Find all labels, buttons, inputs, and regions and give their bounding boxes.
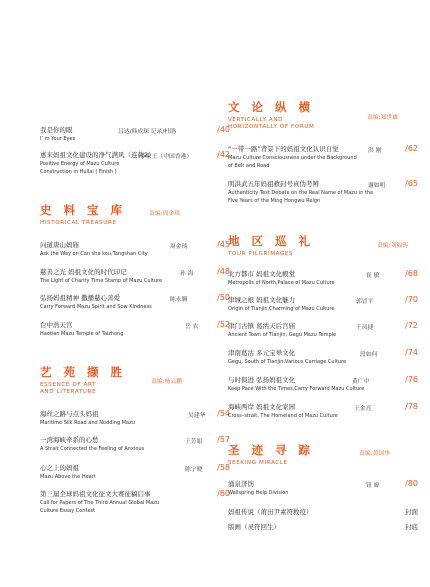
entry-title: 版画（灵符回生） bbox=[228, 523, 280, 531]
entry-title-en: Construction in Huilai ( Finish ) bbox=[40, 169, 117, 175]
entry-page: /40 bbox=[217, 125, 230, 134]
entry-page: /60 bbox=[217, 489, 230, 498]
section-title-en: AND LITERATURE bbox=[40, 389, 97, 395]
entry-title: 津城之根 妈祖文化魅力 bbox=[228, 296, 296, 304]
entry-title-en: Metropolis of North,Palace of Mazu Culture bbox=[228, 280, 335, 286]
entry-author: 陈永腾 bbox=[170, 297, 188, 303]
entry-page: /74 bbox=[405, 348, 418, 357]
entry-title-en: Cross–strait, The Homeland of Mazu Culture bbox=[228, 413, 338, 419]
toc-entry[interactable] bbox=[228, 349, 418, 366]
entry-page: /42 bbox=[217, 150, 230, 159]
entry-title-en: Maritime Silk Road and Nodding Mazu bbox=[40, 420, 135, 426]
toc-entry[interactable] bbox=[40, 268, 230, 285]
entry-author: 谢如明 bbox=[368, 183, 386, 189]
toc-entry[interactable] bbox=[228, 480, 418, 497]
section-essence-of-art bbox=[40, 365, 230, 405]
section-editor: 责编:郑世雄 bbox=[367, 115, 398, 121]
section-heading bbox=[40, 365, 230, 405]
toc-entry[interactable] bbox=[40, 241, 230, 258]
entry-page: /78 bbox=[405, 402, 418, 411]
entry-author: 吕达/韩成琛 记录/杜鹃 bbox=[118, 129, 176, 135]
toc-entry[interactable] bbox=[228, 523, 418, 532]
toc-entry[interactable] bbox=[40, 490, 230, 515]
entry-page: /58 bbox=[217, 463, 230, 472]
entry-author: 陈宁晓 bbox=[185, 467, 203, 473]
entry-title-en: A Strait Connected the Feeling of Anxious bbox=[40, 446, 145, 452]
section-title-en: HORIZONTALLY OF FORUM bbox=[228, 124, 315, 130]
entry-title: 弘扬妈祖精神 撒播慈心善爱 bbox=[40, 294, 121, 302]
toc-entry[interactable] bbox=[40, 410, 230, 427]
entry-title: 海丝之路与点头妈祖 bbox=[40, 410, 99, 418]
toc-entry[interactable] bbox=[228, 296, 418, 313]
toc-entry[interactable] bbox=[228, 270, 418, 287]
entry-author: 王凤捷 bbox=[356, 325, 374, 331]
entry-page: /54 bbox=[217, 409, 230, 418]
section-title-en: TOUR PILGRIMAGES bbox=[228, 251, 294, 257]
entry-title-en: Five Years of the Ming Hongwu Reign bbox=[228, 198, 321, 204]
toc-entry[interactable] bbox=[40, 464, 230, 481]
entry-title-en: Ancient Town of Tianjin, Gegu Mazu Temple bbox=[228, 332, 337, 338]
section-heading bbox=[228, 100, 418, 140]
entry-title: 涌泉济饬 bbox=[228, 480, 254, 488]
toc-entry[interactable] bbox=[40, 321, 230, 338]
entry-author: 孙 海 bbox=[180, 271, 194, 277]
toc-entry[interactable] bbox=[40, 294, 230, 311]
toc-entry[interactable] bbox=[228, 403, 418, 420]
entry-title: 慈善之光 妈祖文化的时代印记 bbox=[40, 268, 127, 276]
entry-author: 吴建华 bbox=[188, 413, 206, 419]
entry-page: /50 bbox=[217, 293, 230, 302]
section-title: 史 料 宝 库 bbox=[40, 203, 127, 217]
entry-page: 封底 bbox=[405, 523, 418, 531]
entry-page: /70 bbox=[405, 295, 418, 304]
section-historical-treasure bbox=[40, 203, 230, 243]
section-heading bbox=[228, 443, 418, 483]
entry-title: 惠来妈祖文化建设的净气满风（连载2） bbox=[40, 151, 155, 159]
toc-entry[interactable] bbox=[228, 145, 418, 170]
entry-author: 周金琰 bbox=[170, 244, 188, 250]
entry-title: 我是你的眼 bbox=[40, 126, 73, 134]
section-editor: 责编:刘福铸 bbox=[377, 243, 408, 249]
entry-title-en: Haotian Mazu Temple of Taizhong bbox=[40, 331, 124, 337]
entry-title-en: I’ m Your Eyes bbox=[40, 136, 76, 142]
entry-page: /62 bbox=[405, 144, 418, 153]
entry-title-en: Call for Papers of The Third Annual Global Mazu bbox=[40, 500, 160, 506]
toc-entry[interactable] bbox=[40, 126, 230, 143]
entry-page: /80 bbox=[405, 479, 418, 488]
toc-entry[interactable] bbox=[40, 436, 230, 453]
entry-title: 第三届全球妈祖文化征文大赛征稿启事 bbox=[40, 490, 151, 498]
entry-author: 洪 刚 bbox=[368, 148, 382, 154]
entry-title-en: Gegu, South of Tianjin,Various Carriage Culture bbox=[228, 359, 347, 365]
entry-title: 一湾海峡牵系的心愁 bbox=[40, 436, 99, 444]
entry-title: “一带一路”背景下的妈祖文化认识自觉 bbox=[228, 145, 339, 153]
entry-title-en: Ask the Way on Can sha kou,Tangshan City bbox=[40, 251, 148, 257]
toc-entry[interactable] bbox=[228, 508, 418, 517]
entry-author: 王芳娟 bbox=[185, 439, 203, 445]
section-seeking-miracle bbox=[228, 443, 418, 483]
entry-title-en: of Belt and Road bbox=[228, 163, 270, 169]
entry-title-en: Carry Forward Mazu Spirit and Sow Kindness bbox=[40, 304, 152, 310]
entry-page: /48 bbox=[217, 267, 230, 276]
entry-title: 问道唐山妈庙 bbox=[40, 241, 79, 249]
section-forum bbox=[228, 100, 418, 140]
entry-author: 李家王（中国香港） bbox=[140, 154, 193, 160]
entry-title-en: Origin of Tianjin,Charming of Mazu Culture bbox=[228, 306, 335, 312]
entry-title: 明洪武五年妈祖救封号真伪考辨 bbox=[228, 180, 319, 188]
entry-page: /57 bbox=[217, 435, 230, 444]
entry-title: 津南葛沽 多元宝辇文化 bbox=[228, 349, 296, 357]
entry-title: 津门古镇 葛沽天后宫庙 bbox=[228, 322, 296, 330]
entry-page: /65 bbox=[405, 179, 418, 188]
section-title-en: VERTICALLY AND bbox=[228, 117, 284, 123]
section-tour-pilgrimages bbox=[228, 234, 418, 274]
section-title: 艺 苑 撷 胜 bbox=[40, 365, 127, 379]
toc-entry[interactable] bbox=[228, 322, 418, 339]
entry-author: 钮 暐 bbox=[366, 483, 380, 489]
entry-page: /45 bbox=[217, 240, 230, 249]
entry-title-en: Mazu Culture Consciousness under the Background bbox=[228, 155, 357, 161]
entry-title-en: Culture Essay Contest bbox=[40, 508, 96, 514]
section-editor: 责编:周金琰 bbox=[149, 211, 180, 217]
entry-title-en: Mazu Above the Heart bbox=[40, 474, 96, 480]
entry-author: 岳 农 bbox=[185, 324, 199, 330]
entry-page: /52 bbox=[217, 320, 230, 329]
entry-author: 王金亮 bbox=[354, 406, 372, 412]
entry-page: /76 bbox=[405, 375, 418, 384]
entry-title: 北方都市 妈祖文化殿堂 bbox=[228, 270, 296, 278]
entry-title-en: The Light of Charity Time Stamp of Mazu Culture bbox=[40, 278, 163, 284]
toc-entry[interactable] bbox=[228, 376, 418, 393]
section-heading bbox=[228, 234, 418, 274]
toc-entry[interactable] bbox=[228, 180, 418, 205]
entry-page: /68 bbox=[405, 269, 418, 278]
section-title: 地 区 巡 礼 bbox=[228, 234, 315, 248]
section-title: 文 论 纵 横 bbox=[228, 100, 315, 114]
entry-title: 海峡两岸 妈祖文化家园 bbox=[228, 403, 296, 411]
section-editor: 责编:杨云鹏 bbox=[151, 379, 182, 385]
entry-title: 与时俱进 弘扬妈祖文化 bbox=[228, 376, 296, 384]
toc-entry[interactable] bbox=[40, 151, 230, 176]
top-band bbox=[0, 0, 430, 74]
section-editor: 责编:黄国华 bbox=[359, 451, 390, 457]
entry-author: 黄广中 bbox=[352, 379, 370, 385]
entry-author: 崔 敏 bbox=[366, 273, 380, 279]
section-title-en: SEEKING MIRACLE bbox=[228, 460, 288, 466]
entry-author: 郭冒平 bbox=[356, 299, 374, 305]
entry-title: 妈祖传说（莆田尹素符救疫） bbox=[228, 508, 313, 516]
section-title-en: ESSENCE OF ART bbox=[40, 382, 97, 388]
entry-title-en: Wellspring Help Division bbox=[228, 490, 289, 496]
section-heading bbox=[40, 203, 230, 243]
entry-author: 段如何 bbox=[360, 352, 378, 358]
entry-page: 封面 bbox=[405, 508, 418, 516]
entry-page: /72 bbox=[405, 321, 418, 330]
entry-title-en: Positive Energy of Mazu Culture bbox=[40, 161, 120, 167]
section-title-en: HISTORICAL TREASURE bbox=[40, 220, 117, 226]
section-title: 圣 迹 寻 踪 bbox=[228, 443, 315, 457]
entry-title: 心之上的妈祖 bbox=[40, 464, 79, 472]
entry-title-en: Keep Pace With the Times,Carry Forward Mazu Culture bbox=[228, 386, 365, 392]
entry-title: 台中浩天宫 bbox=[40, 321, 73, 329]
entry-title-en: Authenticity Test Debate on the Real Name of Mazu in the bbox=[228, 190, 374, 196]
